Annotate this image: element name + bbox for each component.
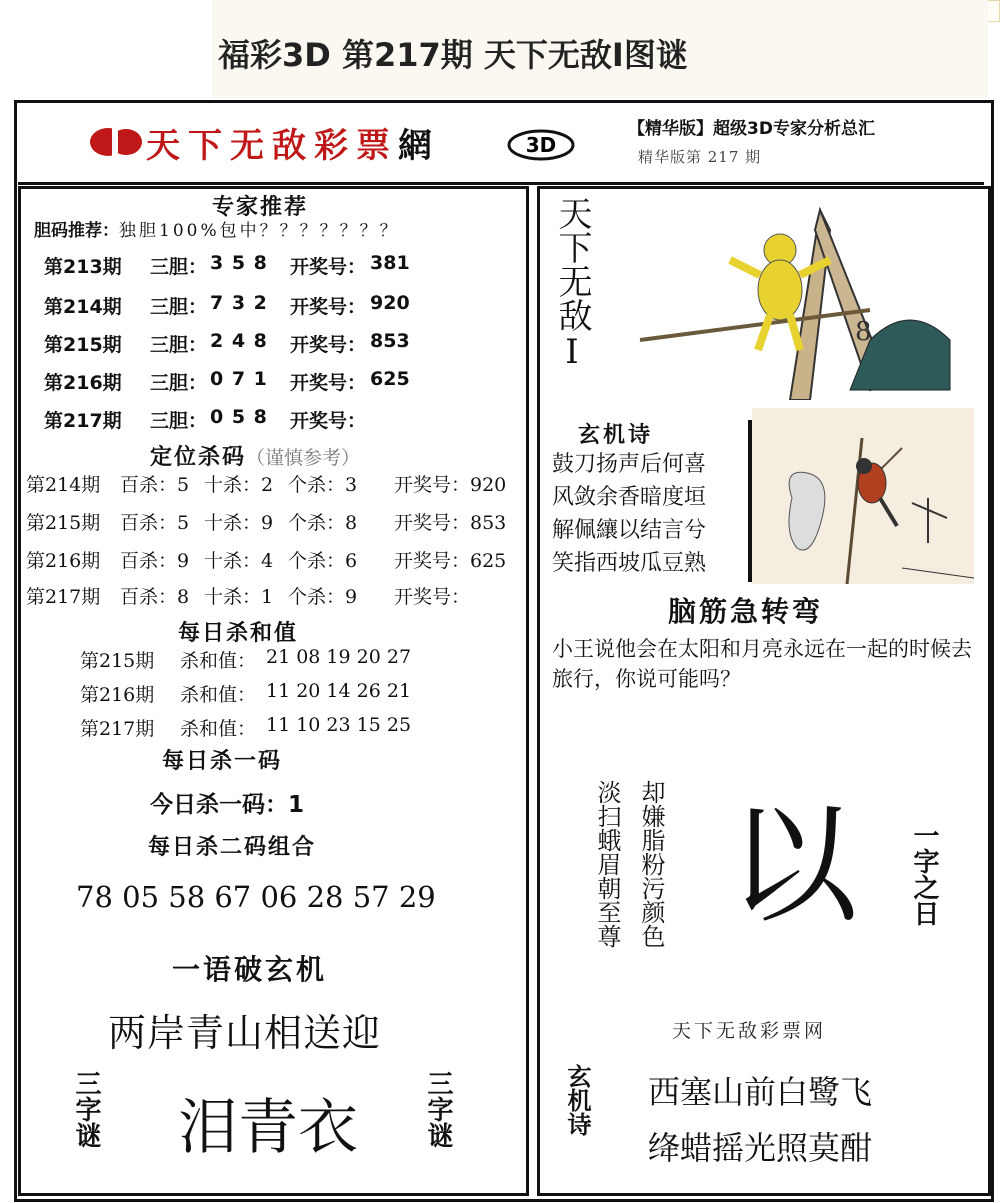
expert-row xyxy=(0,292,520,322)
expert-rows xyxy=(0,252,520,442)
bottom-poem-line: 西塞山前白鹭飞 xyxy=(648,1073,873,1111)
pos-hundred: 百杀：8 xyxy=(120,586,190,608)
poem-line: 解佩纕以结言兮 xyxy=(552,518,707,543)
position-kill-rows xyxy=(0,470,520,610)
pos-ten: 十杀：4 xyxy=(204,550,274,572)
kill-two-title: 每日杀二码组合 xyxy=(148,835,317,860)
three-char-label-left: 三字谜 xyxy=(71,1070,101,1148)
sum-kill-rows xyxy=(0,646,520,746)
poem-line: 风敛余香暗度垣 xyxy=(552,485,707,510)
poem-line: 鼓刀扬声后何喜 xyxy=(552,452,707,477)
poem-title: 玄机诗 xyxy=(578,423,654,448)
expert-row xyxy=(0,330,520,360)
expert-row xyxy=(0,406,520,436)
kill-one-text: 今日杀一码：1 xyxy=(150,792,305,818)
pos-ten: 十杀：9 xyxy=(204,512,274,534)
page-title: 福彩3D 第217期 天下无敌Ⅰ图谜 xyxy=(218,36,688,74)
row-period: 第217期 xyxy=(44,410,122,432)
pos-hundred: 百杀：5 xyxy=(120,512,190,534)
pos-period: 第217期 xyxy=(26,586,101,608)
pos-one: 个杀：9 xyxy=(288,586,358,608)
position-kill-title: 定位杀码 xyxy=(150,445,247,470)
svg-text:8: 8 xyxy=(855,317,872,347)
sum-label: 杀和值： xyxy=(180,650,257,672)
dan-line xyxy=(34,216,400,241)
bottom-poem xyxy=(648,1064,872,1176)
row-prize: 920 xyxy=(370,292,410,314)
site-name: 天下无敌彩票网 xyxy=(672,1020,827,1042)
issue-line: 精华版第 217 期 xyxy=(638,148,762,166)
logo-mark-icon xyxy=(86,122,146,162)
row-nums: 0 7 1 xyxy=(210,368,268,390)
expert-title: 专家推荐 xyxy=(212,195,309,220)
pos-hundred: 百杀：9 xyxy=(120,550,190,572)
poem-line: 笑指西坡瓜豆熟 xyxy=(552,551,707,576)
sum-period: 第216期 xyxy=(80,684,155,706)
row-prize-label: 开奖号： xyxy=(290,410,367,432)
row-prize-label: 开奖号： xyxy=(290,334,367,356)
pos-ten: 十杀：1 xyxy=(204,586,274,608)
pos-one: 个杀：8 xyxy=(288,512,358,534)
row-label: 三胆： xyxy=(150,372,208,394)
one-char-label: 一字之日 xyxy=(909,822,939,926)
row-prize-label: 开奖号： xyxy=(290,296,367,318)
logo-suffix: 網 xyxy=(398,126,440,166)
sum-values: 21 08 19 20 27 xyxy=(266,646,412,668)
row-nums: 2 4 8 xyxy=(210,330,268,352)
bottom-poem-label: 玄机诗 xyxy=(563,1064,591,1136)
pos-one: 个杀：6 xyxy=(288,550,358,572)
row-label: 三胆： xyxy=(150,334,208,356)
vertical-title: 天下无敌Ⅰ xyxy=(552,196,592,372)
row-label: 三胆： xyxy=(150,296,208,318)
row-prize: 853 xyxy=(370,330,410,352)
row-period: 第215期 xyxy=(44,334,122,356)
three-char-label-right: 三字谜 xyxy=(423,1070,453,1148)
sum-label: 杀和值： xyxy=(180,718,257,740)
dan-text: 独胆100%包中？？？？？？？ xyxy=(119,221,400,241)
pos-hundred: 百杀：5 xyxy=(120,474,190,496)
row-prize-label: 开奖号： xyxy=(290,372,367,394)
pos-period: 第215期 xyxy=(26,512,101,534)
sum-period: 第217期 xyxy=(80,718,155,740)
badge-3d-text: 3D xyxy=(525,133,557,157)
brain-teaser-title: 脑筋急转弯 xyxy=(668,595,824,628)
row-label: 三胆： xyxy=(150,410,208,432)
riddle-line-title: 一语破玄机 xyxy=(172,953,328,986)
three-char-text: 泪青衣 xyxy=(178,1093,358,1163)
row-label: 三胆： xyxy=(150,256,208,278)
pos-period: 第214期 xyxy=(26,474,101,496)
monkey-letter-a-illustration xyxy=(630,190,960,400)
pos-prize: 开奖号：625 xyxy=(394,550,507,572)
row-nums: 7 3 2 xyxy=(210,292,268,314)
pos-prize: 开奖号：853 xyxy=(394,512,507,534)
row-prize-label: 开奖号： xyxy=(290,256,367,278)
poem-lines xyxy=(552,448,706,580)
pos-ten: 十杀：2 xyxy=(204,474,274,496)
vertical-poem-1: 却嫌脂粉污颜色 xyxy=(637,780,665,948)
riddle-line-text: 两岸青山相送迎 xyxy=(108,1011,382,1055)
brain-teaser-text: 小王说他会在太阳和月亮永远在一起的时候去旅行，你说可能吗？ xyxy=(552,637,972,691)
expert-row xyxy=(0,368,520,398)
big-character: 以 xyxy=(728,789,859,941)
logo-text xyxy=(146,118,440,167)
sum-period: 第215期 xyxy=(80,650,155,672)
row-period: 第214期 xyxy=(44,296,122,318)
edition-label: 【精华版】超级3D专家分析总汇 xyxy=(628,119,875,139)
vertical-poem-2: 淡扫蛾眉朝至尊 xyxy=(593,780,621,948)
row-prize: 381 xyxy=(370,252,410,274)
bird-stone-illustration xyxy=(752,408,974,584)
row-period: 第216期 xyxy=(44,372,122,394)
kill-two-text: 78 05 58 67 06 28 57 29 xyxy=(76,880,436,914)
sum-kill-title: 每日杀和值 xyxy=(178,621,299,646)
pos-period: 第216期 xyxy=(26,550,101,572)
sum-values: 11 10 23 15 25 xyxy=(266,714,412,736)
row-period: 第213期 xyxy=(44,256,122,278)
3d-badge-icon xyxy=(506,128,576,162)
pos-prize: 开奖号：920 xyxy=(394,474,507,496)
kill-one-title: 每日杀一码 xyxy=(162,749,283,774)
expert-row xyxy=(0,252,520,282)
pos-one: 个杀：3 xyxy=(288,474,358,496)
position-kill-note: （谨慎参考） xyxy=(246,447,361,469)
sum-label: 杀和值： xyxy=(180,684,257,706)
position-kill-heading xyxy=(150,440,360,471)
row-nums: 0 5 8 xyxy=(210,406,268,428)
dan-label: 胆码推荐： xyxy=(34,221,119,241)
logo-brand: 天下无敌彩票 xyxy=(146,126,398,166)
row-nums: 3 5 8 xyxy=(210,252,268,274)
row-prize: 625 xyxy=(370,368,410,390)
sum-values: 11 20 14 26 21 xyxy=(266,680,412,702)
bottom-poem-line: 绛蜡摇光照莫酣 xyxy=(648,1129,873,1167)
pos-prize: 开奖号： xyxy=(394,586,471,608)
